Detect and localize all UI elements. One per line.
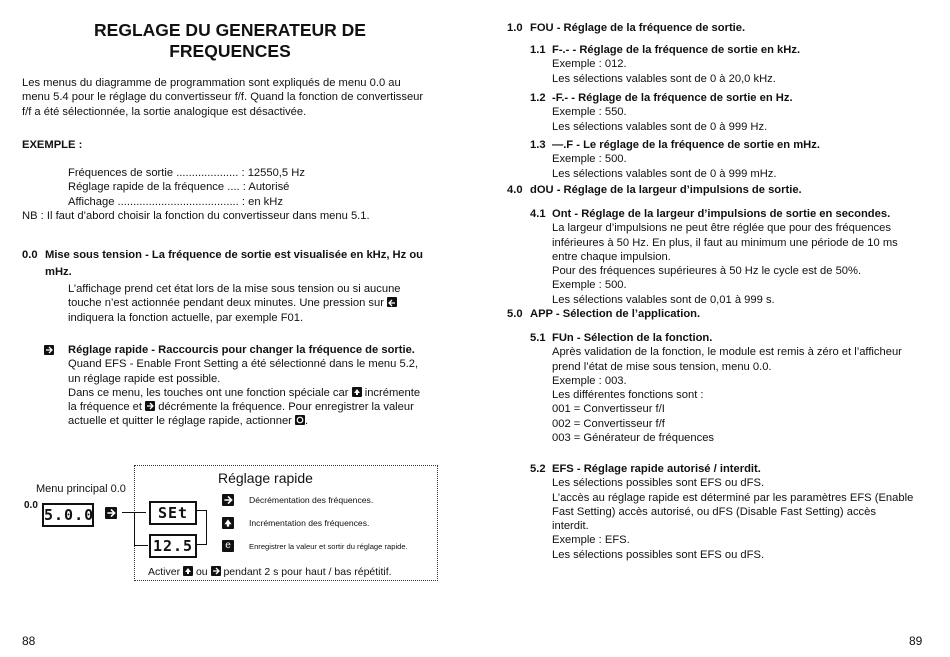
arrow-right-key-icon xyxy=(222,494,234,506)
arrow-right-key-icon xyxy=(211,566,221,576)
body-line: Après validation de la fonction, le module est remis à zéro et l’afficheur xyxy=(552,346,902,359)
footer-text: pendant 2 s pour haut / bas répétitif. xyxy=(223,566,392,578)
connector xyxy=(134,545,148,546)
menu-label: Menu principal 0.0 xyxy=(36,483,126,495)
footer-text: Activer xyxy=(148,566,181,578)
body-line: indiquera la fonction actuelle, par exemple F01. xyxy=(68,311,304,324)
section-title: Ont - Réglage de la largeur d’impulsions de sortie en secondes. xyxy=(552,208,891,220)
body-line: L’accès au réglage rapide est déterminé par les paramètres EFS (Enable xyxy=(552,491,914,504)
section-5-2 xyxy=(552,462,924,562)
quick-setting-block: Réglage rapide - Raccourcis pour changer la fréquence de sortie. Quand EFS - Enable Front Setting a été sélectionné dans le menu 5.2, un réglage rapide est possible. Dans ce menu, les touches ont une fonction spéciale car incrémente la fréquence et décrémente la fréquence. Pour enregistrer la valeur actuelle et quitter le réglage rapide, actionner . xyxy=(68,343,440,429)
body-line: touche n’est actionnée pendant deux minutes. Une pression sur xyxy=(68,297,384,310)
section-number: 4.1 xyxy=(530,208,546,220)
section-number: 1.2 xyxy=(530,92,546,104)
section-0-0-title xyxy=(45,248,441,280)
example-heading: EXEMPLE : xyxy=(22,139,83,151)
nb-note: NB : Il faut d’abord choisir la fonction du convertisseur dans menu 5.1. xyxy=(22,210,370,222)
title-line-1: REGLAGE DU GENERATEUR DE xyxy=(94,20,366,40)
body-line: incrémente xyxy=(364,386,421,399)
connector xyxy=(206,510,207,544)
arrow-right-key-icon xyxy=(44,345,54,355)
legend-save: Enregistrer la valeur et sortir du réglage rapide. xyxy=(249,542,408,551)
body-line: inférieures à 50 Hz. En plus, il faut au minimum une période de 10 ms xyxy=(552,236,898,249)
legend-increment: Incrémentation des fréquences. xyxy=(249,518,370,528)
section-0-0-body xyxy=(68,282,440,325)
section-number: 5.2 xyxy=(530,463,546,475)
connector xyxy=(134,512,135,546)
body-line: un réglage rapide est possible. xyxy=(68,372,221,385)
body-line: Exemple : EFS. xyxy=(552,534,630,547)
section-number: 1.0 xyxy=(507,22,523,34)
quick-setting-title: Réglage rapide - Raccourcis pour changer la fréquence de sortie. xyxy=(68,344,415,356)
body-line: Les sélections valables sont de 0 à 20,0 kHz. xyxy=(552,72,776,85)
body-line: La largeur d’impulsions ne peut être réglée que pour des fréquences xyxy=(552,222,891,235)
body-line: Les sélections valables sont de 0 à 999 Hz. xyxy=(552,120,768,133)
menu-number: 0.0 xyxy=(24,500,38,511)
legend-decrement: Décrémentation des fréquences. xyxy=(249,495,374,505)
display-value: 12.5 xyxy=(149,534,197,558)
body-line: Les sélections possibles sont EFS ou dFS. xyxy=(552,477,765,490)
body-line: Exemple : 500. xyxy=(552,279,627,292)
enter-key-icon: e xyxy=(222,540,234,552)
arrow-up-key-icon xyxy=(352,387,362,397)
page-number-left: 88 xyxy=(22,634,36,648)
section-number: 4.0 xyxy=(507,184,523,196)
page-title xyxy=(60,20,400,62)
arrow-right-key-icon xyxy=(145,401,155,411)
body-line: Quand EFS - Enable Front Setting a été sélectionné dans le menu 5.2, xyxy=(68,358,419,371)
section-title-line: mHz. xyxy=(45,266,72,279)
section-number: 5.0 xyxy=(507,308,523,320)
body-line: Les différentes fonctions sont : xyxy=(552,389,704,402)
example-list xyxy=(68,166,388,209)
page-number-right: 89 xyxy=(909,634,923,648)
example-row: Affichage ....................................... : en kHz xyxy=(68,195,283,208)
title-line-2: FREQUENCES xyxy=(169,41,291,61)
section-title: -F.- - Réglage de la fréquence de sortie en Hz. xyxy=(552,92,793,104)
body-line: Les sélections valables sont de 0 à 999 mHz. xyxy=(552,167,777,180)
enter-key-icon xyxy=(387,297,397,307)
body-line: Dans ce menu, les touches ont une fonction spéciale car xyxy=(68,386,349,399)
body-line: prend l’état de mise sous tension, menu 0.0. xyxy=(552,360,772,373)
section-title: FUn - Sélection de la fonction. xyxy=(552,332,713,344)
arrow-up-key-icon xyxy=(222,517,234,529)
section-number: 0.0 xyxy=(22,249,38,261)
body-line: 003 = Générateur de fréquences xyxy=(552,432,715,445)
body-line: interdit. xyxy=(552,520,589,533)
enter-key-icon xyxy=(295,415,305,425)
example-row: Fréquences de sortie .................... : 12550,5 Hz xyxy=(68,167,305,179)
display-set: SEt xyxy=(149,501,197,525)
section-number: 1.3 xyxy=(530,139,546,151)
body-line: 001 = Convertisseur f/I xyxy=(552,403,665,416)
body-line: Exemple : 012. xyxy=(552,58,627,71)
section-4-1 xyxy=(552,207,924,307)
section-4-0-title: dOU - Réglage de la largeur d’impulsions de sortie. xyxy=(530,184,802,196)
section-1-2 xyxy=(552,91,924,134)
body-line: L’affichage prend cet état lors de la mise sous tension ou si aucune xyxy=(68,283,401,295)
body-line: Les sélections possibles sont EFS ou dFS. xyxy=(552,548,765,561)
body-line: Exemple : 550. xyxy=(552,106,627,119)
body-line: 002 = Convertisseur f/f xyxy=(552,417,665,430)
section-5-0-title: APP - Sélection de l’application. xyxy=(530,308,701,320)
section-number: 5.1 xyxy=(530,332,546,344)
body-line: Exemple : 003. xyxy=(552,374,627,387)
body-line: décrémente la fréquence. Pour enregistrer la valeur xyxy=(158,401,414,414)
section-title: —.F - Le réglage de la fréquence de sortie en mHz. xyxy=(552,139,820,151)
body-line: actuelle et quitter le réglage rapide, actionner xyxy=(68,415,292,428)
section-5-1 xyxy=(552,331,924,445)
body-line: la fréquence et xyxy=(68,401,143,414)
intro-line: f/f a été sélectionnée, la sortie analogique est désactivée. xyxy=(22,105,307,118)
footer-text: ou xyxy=(195,566,208,578)
body-line: entre chaque impulsion. xyxy=(552,250,671,263)
section-1-0-title: FOU - Réglage de la fréquence de sortie. xyxy=(530,22,746,34)
connector xyxy=(197,544,207,545)
arrow-right-key-icon xyxy=(105,507,117,519)
example-row: Réglage rapide de la fréquence .... : Autorisé xyxy=(68,181,290,194)
section-title: F-.- - Réglage de la fréquence de sortie en kHz. xyxy=(552,44,801,56)
section-title-line: Mise sous tension - La fréquence de sortie est visualisée en kHz, Hz ou xyxy=(45,249,423,261)
body-line: Fast Setting) accès autorisé, ou dFS (Disable Fast Setting) accès xyxy=(552,505,876,518)
diagram-title: Réglage rapide xyxy=(218,470,313,486)
display-main: 5.0.0 xyxy=(42,503,94,527)
intro-line: Les menus du diagramme de programmation sont expliqués de menu 0.0 au xyxy=(22,77,401,89)
body-line: Exemple : 500. xyxy=(552,153,627,166)
intro-line: menu 5.4 pour le réglage du convertisseur f/f. Quand la fonction de convertisseur xyxy=(22,91,424,104)
section-1-3 xyxy=(552,138,924,181)
body-line: Pour des fréquences supérieures à 50 Hz le cycle est de 50%. xyxy=(552,265,862,278)
section-number: 1.1 xyxy=(530,44,546,56)
arrow-up-key-icon xyxy=(183,566,193,576)
intro-paragraph xyxy=(22,76,440,119)
section-title: EFS - Réglage rapide autorisé / interdit. xyxy=(552,463,761,475)
section-1-1 xyxy=(552,43,924,86)
body-line: Les sélections valables sont de 0,01 à 999 s. xyxy=(552,293,775,306)
diagram-footer xyxy=(148,566,392,578)
